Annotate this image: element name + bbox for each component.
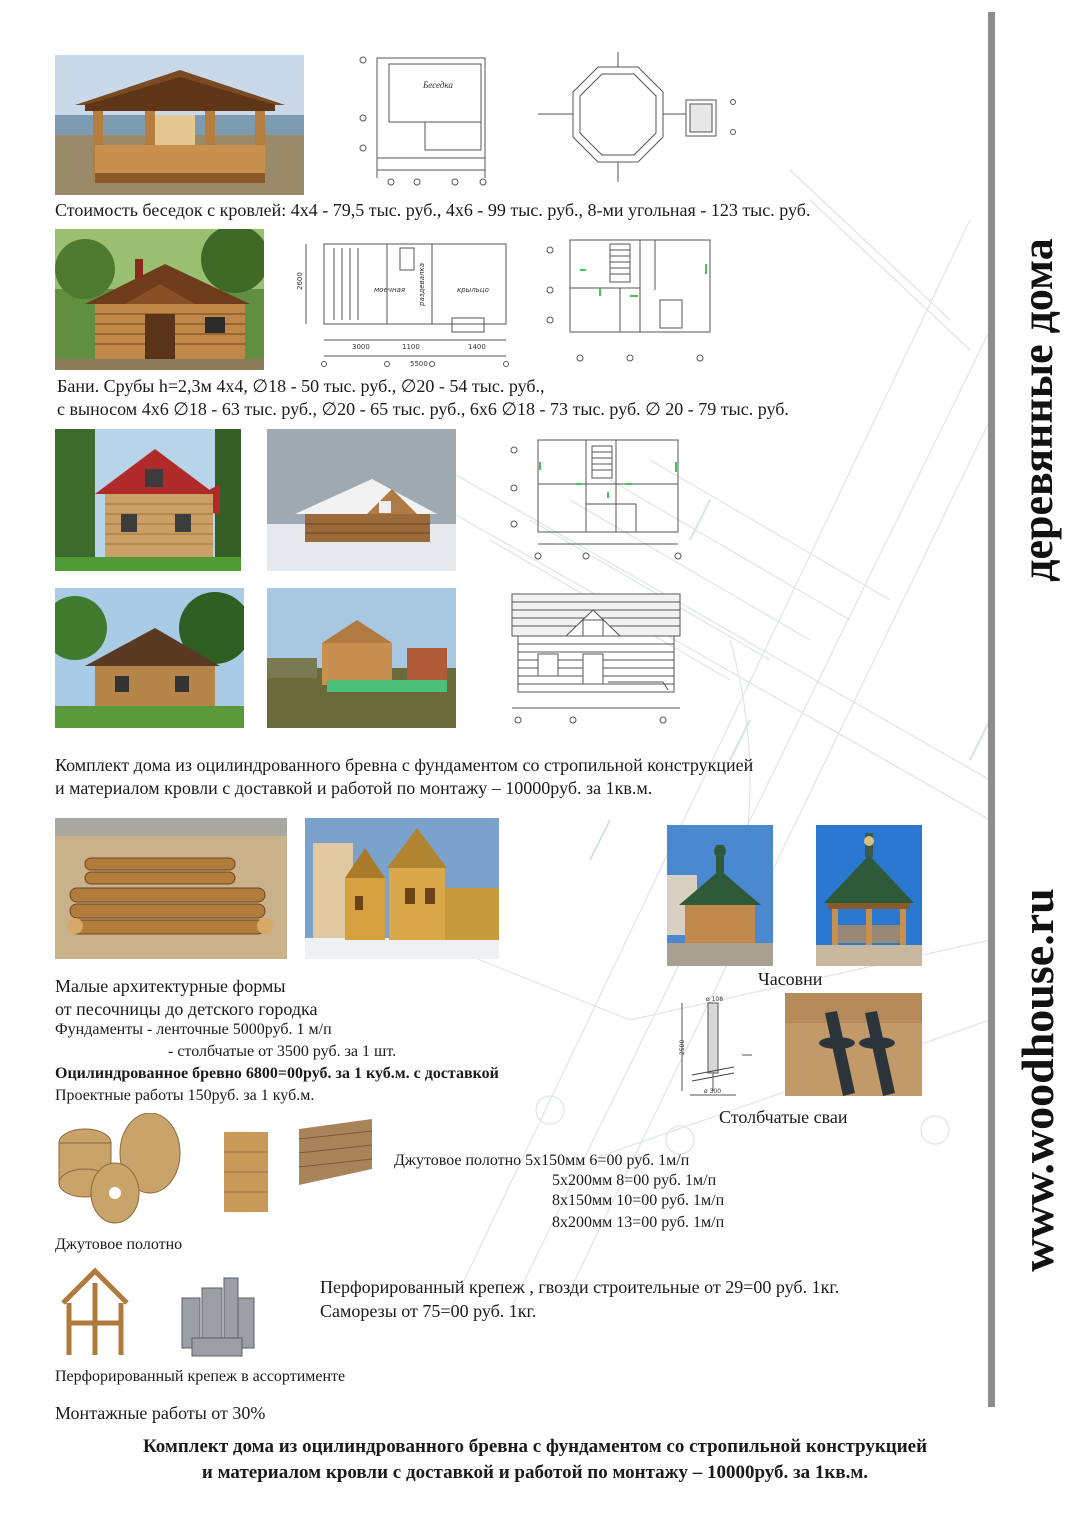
pile-drawing <box>672 995 767 1100</box>
sauna-room-3: крыльцо <box>457 286 489 294</box>
website-link[interactable]: www.woodhouse.ru <box>1012 888 1063 1272</box>
footer-line-1: Комплект дома из оцилиндрованного бревна с фундаментом со стропильной конструкцией <box>142 1436 928 1457</box>
piles-photo <box>785 993 922 1096</box>
octagon-gazebo-plan <box>538 52 738 187</box>
jute-caption: Джутовое полотно <box>55 1236 183 1253</box>
gazebo-photo <box>55 55 304 195</box>
jute-texture-photo <box>299 1119 372 1193</box>
jute-price-row-2: 5х200мм 8=00 руб. 1м/п <box>552 1172 717 1189</box>
piles-label: Столбчатые сваи <box>719 1107 848 1127</box>
jute-roll-photo <box>220 1122 272 1222</box>
sandbox-photo <box>55 818 287 959</box>
pile-dim-diameter: ø 108 <box>706 996 724 1003</box>
foundation-price-2: - столбчатые от 3500 руб. за 1 шт. <box>168 1043 397 1060</box>
gazebo-price-text: Стоимость беседок с кровлей: 4х4 - 79,5 тыс. руб., 4х6 - 99 тыс. руб., 8-ми угольная - 123 тыс. руб. <box>55 200 811 220</box>
house-photo-winter <box>267 429 456 571</box>
jute-price-row-1: Джутовое полотно 5х150мм 6=00 руб. 1м/п <box>394 1152 690 1169</box>
chapel-photo-1 <box>667 825 773 966</box>
design-price: Проектные работы 150руб. за 1 куб.м. <box>55 1087 315 1104</box>
sidebar-divider <box>988 12 995 1407</box>
log-price: Оцилиндрованное бревно 6800=00руб. за 1 куб.м. с доставкой <box>55 1065 499 1082</box>
sauna-room-2: раздевалка <box>418 262 426 306</box>
sauna-dim-height: 2600 <box>296 272 304 290</box>
sauna-dim-3: 1400 <box>468 343 486 351</box>
playground-towers-photo <box>305 818 499 959</box>
jute-price-row-4: 8х200мм 13=00 руб. 1м/п <box>552 1214 725 1231</box>
sidebar-title: деревянные дома <box>1013 238 1062 582</box>
pile-dim-length: 2500 <box>679 1039 686 1055</box>
house-photo-construction <box>267 588 456 728</box>
sauna-price-line-1: Бани. Срубы h=2,3м 4х4, ∅18 - 50 тыс. руб., ∅20 - 54 тыс. руб., <box>57 376 545 396</box>
footer-line-2: и материалом кровли с доставкой и работой по монтажу – 10000руб. за 1кв.м. <box>201 1462 869 1483</box>
jute-price-row-3: 8х150мм 10=00 руб. 1м/п <box>552 1192 725 1209</box>
house-elevation <box>498 590 688 730</box>
frame-fastener-photo <box>55 1263 135 1361</box>
sauna-room-1: моечная <box>374 286 406 294</box>
house-photo-red-roof <box>55 429 241 571</box>
jute-rolls-photo <box>55 1113 188 1226</box>
small-forms-line-2: от песочницы до детского городка <box>55 999 318 1019</box>
pile-dim-blade: ø 300 <box>704 1088 722 1095</box>
house-kit-line-1: Комплект дома из оцилиндрованного бревна с фундаментом со стропильной конструкцией <box>55 755 754 775</box>
house-floor-plan <box>496 432 688 564</box>
gazebo-plan-label: Беседка <box>423 80 453 90</box>
house-kit-line-2: и материалом кровли с доставкой и работой по монтажу – 10000руб. за 1кв.м. <box>55 778 653 798</box>
foundation-price-1: Фундаменты - ленточные 5000руб. 1 м/п <box>55 1021 332 1038</box>
house-photo-summer <box>55 588 244 728</box>
sauna-plan <box>292 236 514 370</box>
gazebo-rect-plan <box>355 50 495 188</box>
metal-fasteners-photo <box>172 1268 257 1364</box>
installation-text: Монтажные работы от 30% <box>55 1403 266 1423</box>
sauna-photo <box>55 229 264 370</box>
small-forms-line-1: Малые архитектурные формы <box>55 976 286 996</box>
sauna-floor-plan-2 <box>540 230 715 368</box>
sauna-dim-2: 1100 <box>402 343 420 351</box>
fasteners-price-line-1: Перфорированный крепеж , гвозди строительные от 29=00 руб. 1кг. <box>320 1277 840 1297</box>
sauna-price-line-2: с выносом 4х6 ∅18 - 63 тыс. руб., ∅20 - 65 тыс. руб., 6х6 ∅18 - 73 тыс. руб. ∅ 20 - 79 тыс. руб. <box>57 399 789 419</box>
fasteners-caption: Перфорированный крепеж в ассортименте <box>55 1368 346 1385</box>
chapels-label: Часовни <box>758 969 823 989</box>
chapel-photo-2 <box>816 825 922 966</box>
sauna-dim-1: 3000 <box>352 343 370 351</box>
fasteners-price-line-2: Саморезы от 75=00 руб. 1кг. <box>320 1301 537 1321</box>
sauna-dim-total: 5500 <box>410 360 428 368</box>
